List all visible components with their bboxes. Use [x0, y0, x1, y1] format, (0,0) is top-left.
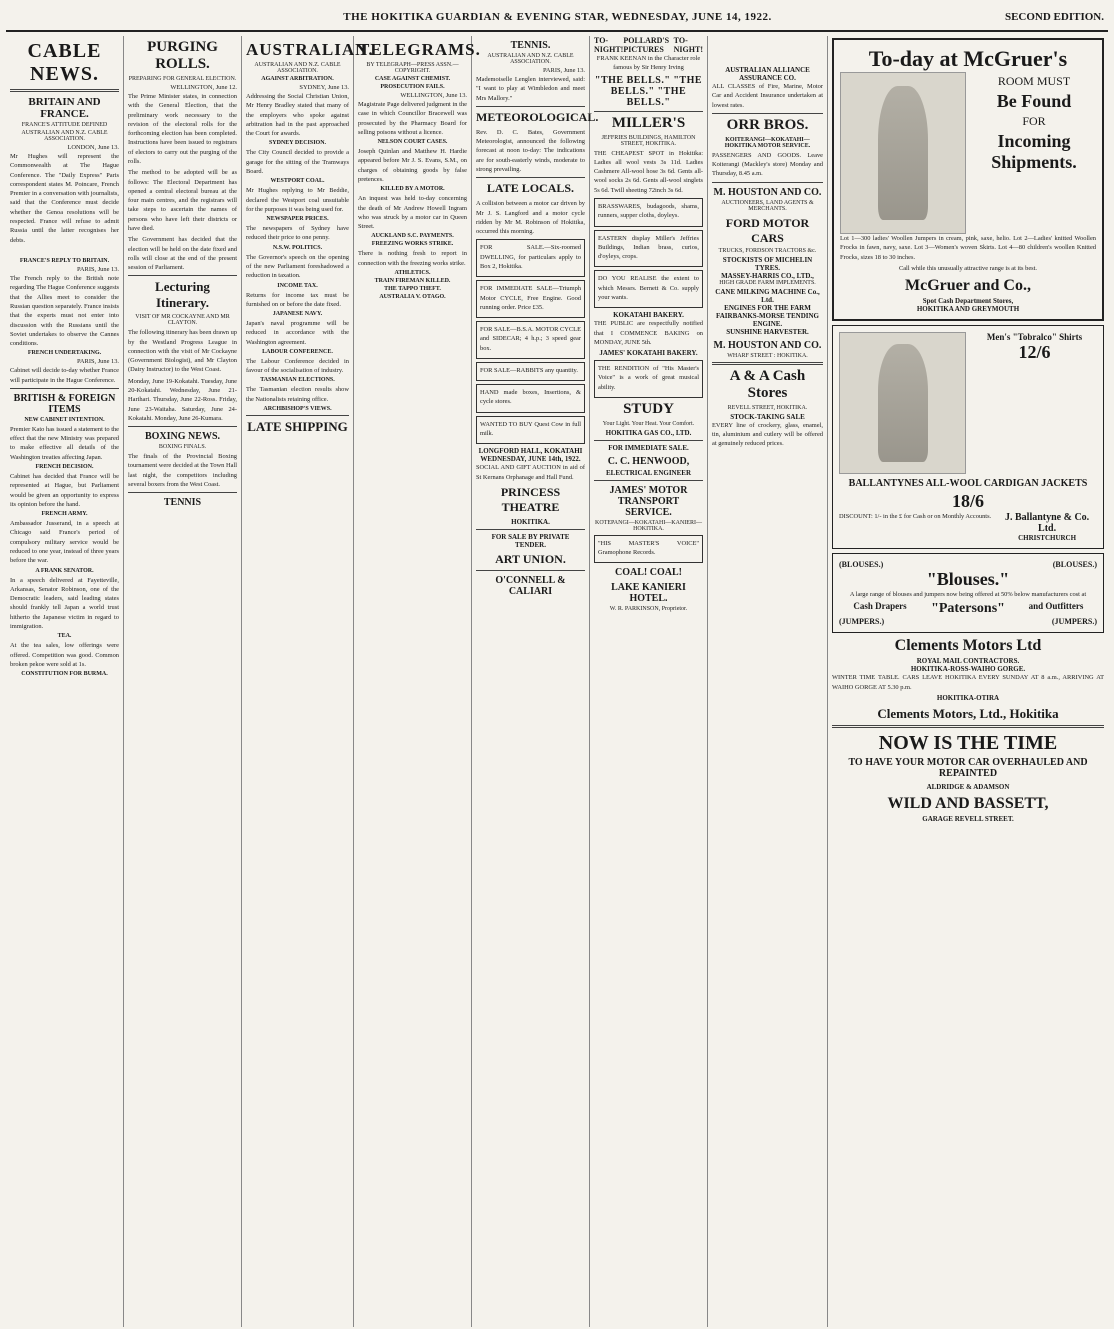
outfitters: and Outfitters	[1028, 601, 1084, 612]
subheadline: WESTPORT COAL.	[270, 178, 325, 185]
subheadline: ARCHBISHOP'S VIEWS.	[263, 406, 332, 413]
hotel-owner: W. R. PARKINSON, Proprietor.	[609, 606, 688, 613]
tobralco-box	[972, 332, 1097, 474]
subheadline: NEW CABINET INTENTION.	[24, 416, 105, 423]
orr-title: ORR BROS.	[726, 116, 809, 133]
ford-title: FORD MOTOR CARS	[725, 215, 810, 245]
houston-sub: AUCTIONEERS, LAND AGENTS & MERCHANTS.	[721, 199, 814, 212]
sunshine: SUNSHINE HARVESTER.	[726, 327, 809, 336]
classified-ad	[476, 416, 585, 445]
engines: ENGINES FOR THE FARM	[724, 303, 811, 312]
subheadline: FRENCH ARMY.	[41, 511, 88, 518]
article-body: The Tasmanian election results show the Nationalists retaining office.	[246, 386, 349, 403]
clements-name: Clements Motors, Ltd., Hokitika	[877, 705, 1059, 721]
article-body: Japan's naval programme will be reduced in accordance with the Washington agreement.	[246, 320, 349, 346]
classified-ad	[476, 280, 585, 318]
masthead-title: THE HOKITIKA GUARDIAN & EVENING STAR, WEDNESDAY, JUNE 14, 1922.	[343, 11, 772, 23]
tender-notice: FOR SALE BY PRIVATE TENDER.	[491, 532, 570, 549]
article-body: An inquest was held to-day concerning the death of Mr Andrew Howell Ingram who was struck by a motor car in Queen Street.	[358, 195, 467, 231]
dateline: LONDON, June 13.	[67, 144, 119, 151]
clements-title: Clements Motors Ltd	[894, 637, 1042, 655]
article-body: Cabinet will decide to-day whether France will participate in the Hague Conference.	[10, 367, 119, 384]
now-title: NOW IS THE TIME	[878, 731, 1058, 754]
subheadline: JAPANESE NAVY.	[272, 311, 323, 318]
jumpers-tag-right: (JUMPERS.)	[1051, 617, 1097, 627]
section-header: TENNIS.	[510, 40, 551, 51]
section-title: TELEGRAMS.	[358, 40, 481, 59]
section-title: LATE SHIPPING	[247, 419, 348, 435]
column-purging-rolls	[124, 36, 242, 1327]
transport-title: JAMES' MOTOR TRANSPORT SERVICE.	[609, 484, 688, 518]
otira-route: HOKITIKA-OTIRA	[936, 693, 1000, 702]
subheadline: NEWSPAPER PRICES.	[266, 216, 329, 223]
columns	[6, 36, 1108, 1327]
film-star: FRANK KEENAN in the Character role famous by Sir Henry Irving	[596, 55, 701, 72]
subheadline: CONSTITUTION FOR BURMA.	[21, 671, 108, 678]
dateline: WELLINGTON, June 12.	[170, 84, 237, 91]
ad-text: DO YOU REALISE the extent to which Messrs. Bernett & Co. supply your wants.	[598, 275, 699, 301]
patersons-ad	[832, 553, 1104, 633]
mcgruers-ad	[832, 38, 1104, 321]
classified-text: HAND made boxes, Insertions, & cycle stores.	[480, 389, 581, 406]
article-body: Mr Hughes replying to Mr Beddie, declared the Westport coal unsuitable for the purposes it was being used for.	[246, 187, 349, 213]
tag2: Be Found	[996, 91, 1072, 111]
business-name: O'CONNELL & CALIARI	[495, 574, 566, 597]
credit: AUSTRALIAN AND N.Z. CABLE ASSOCIATION.	[487, 53, 574, 65]
article-body: At the tea sales, low offerings were offered. Competition was good. Common broken pekoe were sold at 1s.	[10, 642, 119, 668]
tonight-right: TO-NIGHT!	[673, 36, 703, 54]
wild-sub: GARAGE REVELL STREET.	[922, 814, 1014, 823]
article-body: Cabinet has decided that France will be represented at Hague, but Parliament would be given an opportunity to express its opinion before the hand.	[10, 473, 119, 508]
tag3: FOR	[1022, 114, 1046, 128]
cash-drapers: Cash Drapers	[853, 601, 907, 612]
ad	[594, 230, 703, 268]
study-sub: Your Light. Your Heat. Your Comfort.	[602, 420, 695, 427]
ad-text: ALL CLASSES of Fire, Marine, Motor Car and Accident Insurance undertaken at lowest rates.	[712, 83, 823, 109]
ballantyne-ad	[832, 325, 1104, 549]
subheadline: A FRANK SENATOR.	[35, 567, 94, 574]
ballantyne-footer	[839, 512, 1097, 542]
article-body: In a speech delivered at Fayetteville, Arkansas, Senator Robinson, one of the Democratic leaders, said leading states should frankly tell Japan a world trust hitherto the Japanese victim in regard to immigration.	[10, 576, 119, 630]
mcgruers-tags	[972, 72, 1096, 234]
hotel-name: LAKE KANIERI HOTEL.	[611, 582, 686, 605]
subheadline: AUCKLAND S.C. PAYMENTS.	[371, 233, 454, 240]
event-venue: LONGFORD HALL, KOKATAHI	[478, 447, 583, 456]
headline: BRITAIN AND FRANCE.	[28, 96, 101, 120]
blouses-title: "Blouses."	[926, 569, 1010, 590]
subheadline: SYDNEY DECISION.	[268, 140, 327, 147]
subheadline: NELSON COURT CASES.	[377, 139, 448, 146]
masthead	[6, 4, 1108, 32]
column-australian	[242, 36, 374, 1327]
jumpers-tags	[839, 617, 1097, 626]
dateline: PARIS, June 13.	[542, 67, 585, 74]
blouses-tags	[839, 560, 1097, 569]
now-sub: TO HAVE YOUR MOTOR CAR OVERHAULED AND REPAINTED	[848, 756, 1088, 779]
section-title: METEOROLOGICAL.	[476, 109, 599, 124]
ballantyne-row	[839, 332, 1097, 474]
store-address: JEFFRIES BUILDINGS, HAMILTON STREET, HOKITIKA.	[601, 134, 696, 147]
blouses-tag-left: (BLOUSES.)	[839, 560, 884, 570]
pollard-bar	[594, 36, 703, 54]
classified-ad	[476, 362, 585, 381]
ford-sub: TRUCKS, FORDSON TRACTORS &c.	[718, 247, 817, 254]
subheadline: CASE AGAINST CHEMIST.	[374, 76, 451, 82]
immediate-sale: FOR IMMEDIATE SALE.	[608, 443, 689, 452]
ad-text: THE RENDITION of "His Master's Voice" is a work of great musical ability.	[598, 365, 699, 391]
ad	[594, 535, 703, 564]
ad-text: EVERY line of crockery, glass, enamel, tin, aluminium and cutlery will be offered at genuinely reduced prices.	[712, 421, 823, 448]
article-body: The French reply to the British note regarding The Hague Conference suggests that the Allies meet to consider the Russian question separately. France insists that the experts must not enter into discussion with the Russians until the Soviet undertakes to observe the Cannes conditions.	[10, 275, 119, 348]
jb-loc: CHRISTCHURCH	[1018, 534, 1077, 543]
ad	[594, 270, 703, 308]
houston-title: M. HOUSTON AND CO.	[713, 186, 822, 198]
classified-text: FOR IMMEDIATE SALE—Triumph Motor CYCLE, Free Engine. Good running order. Price £35.	[480, 285, 581, 311]
ad-text: BRASSWARES, budagoods, shams, runners, supper cloths, doyleys.	[598, 202, 699, 220]
clements-route: HOKITIKA-ROSS-WAIHO GORGE.	[910, 665, 1026, 674]
subheadline: FREEZING WORKS STRIKE.	[371, 241, 454, 248]
patersons-row	[839, 601, 1097, 617]
edition-label: SECOND EDITION.	[1004, 11, 1104, 23]
mcgruers-row	[840, 72, 1096, 234]
houston2-title: M. HOUSTON AND CO.	[713, 339, 822, 351]
ad-text: PASSENGERS AND GOODS. Leave Koiterangi (Mackley's store) Monday and Thursday, 8.45 a.m.	[712, 151, 823, 178]
section-title: PURGING ROLLS.	[147, 39, 218, 72]
henwood-name: C. C. HENWOOD,	[607, 455, 690, 467]
subheadline: FRENCH UNDERTAKING.	[27, 350, 102, 357]
subheadline: KILLED BY A MOTOR.	[380, 186, 445, 193]
subheadline: AGAINST ARBITRATION.	[261, 76, 334, 82]
article-body: The finals of the Provincial Boxing tournament were decided at the Town Hall last night, the competitors including several boxers from the West Coast.	[128, 453, 237, 488]
bakery-name: KOKATAHI BAKERY.	[613, 311, 684, 320]
mcgruers-title: To-day at McGruer's	[868, 46, 1068, 71]
article-body: There is nothing fresh to report in connection with the freezing works strike.	[358, 250, 467, 267]
section-header: BRITISH & FOREIGN ITEMS	[13, 392, 116, 415]
orr-sub: KOITERANGI—KOKATAHI—HOKITIKA MOTOR SERVICE.	[724, 136, 811, 149]
article-body: Mr Hughes will represent the Commonwealth at The Hague Conference. The "Daily Express" Paris correspondent states M. Poincare, French Premier in a conversation with journalists, said that the Conference must decide whether the Genoa resolutions will be respected. France will refuse to admit Russia until the latter recognises her debts.	[10, 153, 119, 244]
article-body: A collision between a motor car driven by Mr J. S. Langford and a motor cycle ridden by Mr M. Robinson of Hokitika, occurred this morning.	[476, 200, 585, 236]
column-ads-mid	[708, 36, 828, 1327]
clements-body: WINTER TIME TABLE. CARS LEAVE HOKITIKA EVERY SUNDAY AT 8 a.m., ARRIVING AT WAIHO GORGE AT 5.30 p.m.	[832, 674, 1104, 691]
ad-text: "HIS MASTER'S VOICE" Gramophone Records.	[598, 539, 699, 557]
transport-route: KOTEPANGI—KOKATAHI—KANIERI—HOKITIKA.	[595, 519, 702, 532]
subheadline: BOXING FINALS.	[158, 444, 207, 451]
coal-ad: COAL! COAL!	[615, 567, 682, 579]
tobralco-price: 12/6	[1018, 342, 1051, 363]
subheadline: THE TAPPO THEFT.	[384, 285, 441, 292]
patersons-name: "Patersons"	[931, 601, 1005, 617]
cash-stores-sale: STOCK-TAKING SALE	[730, 412, 805, 421]
column-ads-right	[828, 36, 1108, 1327]
itinerary: Monday, June 19-Kokatahi. Tuesday, June 20-Kokatahi. Wednesday, June 21-Harihari. Thursday, June 22-Ross. Friday, June 23-Waitaha. Saturday, June 24-Kokatahi. Monday, June 26-Kumara.	[128, 377, 237, 422]
section-header: BOXING NEWS.	[144, 431, 220, 443]
section-title: CABLE NEWS.	[27, 40, 102, 85]
section-title: AUSTRALIAN.	[246, 40, 374, 59]
article-body: Mademoiselle Lenglen interviewed, said: "I want to play at Wimbledon and meet Mrs Mallory."	[476, 76, 585, 102]
film-title: "THE BELLS." "THE BELLS." "THE BELLS."	[594, 74, 703, 108]
column-ads-left	[590, 36, 708, 1327]
article-body: Returns for income tax must be furnished on or before the date fixed.	[246, 291, 349, 308]
classified-text: FOR SALE—RABBITS any quantity.	[480, 366, 578, 374]
subheadline: AUSTRALIA V. OTAGO.	[379, 293, 446, 300]
lots-list: Lot 1—300 ladies' Woollen Jumpers in cream, pink, saxe, helio. Lot 2—Ladies' knitted Woollen Frocks in fawn, navy, saxe. Lot 3—Women's woven Skirts. Lot 4—80 children's woollen Knitted Frocks, sizes 18 to 30 inches.	[840, 235, 1096, 261]
art-union: ART UNION.	[495, 551, 566, 566]
mcgruer-name: McGruer and Co.,	[905, 277, 1031, 295]
michelin: STOCKISTS OF MICHELIN TYRES.	[722, 255, 813, 272]
article-body: Ambassador Jusserand, in a speech at Chicago said France's period of compulsory military service would be reduced to one year, instead of three years before the war.	[10, 520, 119, 565]
tag4: Incoming	[997, 131, 1071, 151]
gas-company: HOKITIKA GAS CO., LTD.	[605, 428, 692, 437]
subheadline: TEA.	[57, 633, 72, 640]
cash-stores-address: REVELL STREET, HOKITIKA.	[727, 404, 808, 411]
article-body: Addressing the Social Christian Union, Mr Henry Bradley stated that many of the employers who spoke against arbitration had in the past approached the Court for awards.	[246, 93, 349, 138]
cardigan-price: 18/6	[951, 491, 984, 512]
article-body: The method to be adopted will be as follows: The Electoral Department has opened a central electoral bureau at the four main centres, and the registrars will take steps to ascertain the names of persons who have left their districts or have died.	[128, 169, 237, 232]
jumpers-tag-left: (JUMPERS.)	[839, 617, 885, 627]
henwood-role: ELECTRICAL ENGINEER	[606, 468, 691, 477]
article-body: The City Council decided to provide a garage for the sitting of the Tramways Board.	[246, 149, 349, 175]
dateline: PARIS, June 13.	[76, 358, 119, 366]
article-body: The newspapers of Sydney have reduced their price to one penny.	[246, 225, 349, 242]
classified-ad	[476, 384, 585, 413]
note: Call while this unusually attractive range is at its best.	[898, 264, 1038, 272]
ad	[594, 360, 703, 398]
classified-ad	[476, 239, 585, 277]
subheadline: FRANCE'S ATTITUDE DEFINED	[21, 122, 108, 128]
jb-block	[997, 512, 1097, 542]
column-telegrams	[354, 36, 481, 1327]
theatre-location: HOKITIKA.	[511, 517, 550, 526]
bakery-sign: JAMES' KOKATAHI BAKERY.	[599, 349, 698, 358]
ad	[594, 198, 703, 227]
article-body: SOCIAL AND GIFT AUCTION in aid of St Kernans Orphanage and Hall Fund.	[476, 464, 585, 481]
dateline: PARIS, June 13.	[76, 266, 119, 274]
tonight-left: TO-NIGHT!	[594, 36, 624, 54]
subheadline: TRAIN FIREMAN KILLED.	[374, 277, 451, 284]
milking: CANE MILKING MACHINE Co., Ltd.	[715, 287, 820, 304]
clements-sub: ROYAL MAIL CONTRACTORS.	[916, 657, 1020, 666]
article-body: Rev. D. C. Bates, Government Meteorologist, announced the following forecast at noon to-day: The indications are for south-easterly winds, moderate to strong prevailing.	[476, 128, 585, 173]
article-body: Magistrate Page delivered judgment in the case in which Councillor Bracewell was prosecuted by the Pharmacy Board for selling poisons without a licence.	[358, 101, 467, 136]
dateline: SYDNEY, June 13.	[299, 84, 349, 91]
subheadline: VISIT OF MR COCKAYNE AND MR CLAYTON.	[135, 314, 230, 327]
man-illustration	[839, 332, 966, 474]
article-body: The Prime Minister states, in connection with the General Election, that the preliminary work necessary to the revision of the electoral rolls for the forthcoming election has been completed. Instructions have been issued to registrars of electors to carry out the purging of the rolls.	[128, 93, 237, 165]
section-title: LATE LOCALS.	[486, 181, 575, 196]
cardigan-title: BALLANTYNES ALL-WOOL CARDIGAN JACKETS	[848, 478, 1088, 490]
tag5: Shipments.	[991, 152, 1077, 172]
blouses-tag-right: (BLOUSES.)	[1052, 560, 1097, 570]
credit: BY TELEGRAPH—PRESS ASSN.—COPYRIGHT.	[366, 62, 459, 74]
tag1: ROOM MUST	[997, 74, 1071, 88]
ad-text: THE PUBLIC are respectfully notified that I COMMENCE BAKING on MONDAY, JUNE 5th.	[594, 320, 703, 346]
subheadline: ATHLETICS.	[394, 269, 431, 276]
subheadline: FRANCE'S REPLY TO BRITAIN.	[19, 258, 110, 265]
subheadline: TASMANIAN ELECTIONS.	[260, 377, 335, 384]
pollards-pictures: POLLARD'S PICTURES	[623, 36, 670, 54]
aldridge: ALDRIDGE & ADAMSON	[926, 782, 1010, 791]
massey-sub: HIGH GRADE FARM IMPLEMENTS.	[719, 279, 816, 286]
fairbanks: FAIRBANKS-MORSE TENDING ENGINE.	[715, 311, 819, 328]
alliance-title: AUSTRALIAN ALLIANCE ASSURANCE CO.	[725, 66, 810, 82]
article-body: The Labour Conference decided in favour of the socialisation of industry.	[246, 357, 349, 375]
store-list: THE CHEAPEST SPOT in Hokitika: Ladies all wool vests 3s 11d. Ladies Cashmere All-wool hose 3s 6d. Gents all-wool socks 2s 6d. Gents all-wool singlets 5s 6d. Twill sheeting 72inch 3s 6d.	[594, 149, 703, 194]
mcgruer-sub: Spot Cash Department Stores,	[922, 297, 1014, 306]
cash-stores-title: A & A Cash Stores	[729, 367, 806, 401]
credit: AUSTRALIAN AND N.Z. CABLE ASSOCIATION.	[21, 130, 108, 142]
article-body: The Government has decided that the election will be held on the date fixed and rolls will close at the end of the present session of Parliament.	[128, 236, 237, 272]
classified-text: FOR SALE—B.S.A. MOTOR CYCLE and SIDECAR; 4 h.p.; 3 speed gear box.	[480, 326, 581, 352]
study-title: STUDY	[623, 400, 674, 417]
woman-illustration	[840, 72, 966, 234]
dateline: WELLINGTON, June 13.	[400, 92, 467, 99]
article-body	[10, 247, 119, 256]
credit: AUSTRALIAN AND N.Z. CABLE ASSOCIATION.	[254, 62, 341, 74]
subheadline: FRENCH DECISION.	[35, 464, 94, 471]
column-tennis-locals	[472, 36, 599, 1327]
article-body: Joseph Quinlan and Matthew H. Hardie appeared before Mr J. S. Evans, S.M., on charges of obtaining goods by false pretences.	[358, 148, 467, 183]
classified-text: WANTED TO BUY Quest Cow in full milk.	[480, 420, 581, 438]
section-title: Lecturing Itinerary.	[155, 279, 210, 311]
ad-text: EASTERN display Miller's Jeffries Buildings, Indian brass, curios, d'oyleys, crops.	[598, 234, 699, 261]
section-header: TENNIS	[163, 497, 202, 509]
theatre-name: PRINCESS THEATRE	[500, 484, 561, 514]
classified-ad	[476, 321, 585, 359]
article-body: Premier Kato has issued a statement to the effect that the new Ministry was prepared to make effective all details of the Washington treaties affecting Japan.	[10, 425, 119, 461]
article-body: The following itinerary has been drawn up by the Westland Progress League in connection with the visit of Mr Cockayne (Government Biologist), and Mr Clayton (Dairy Instructor) to the West Coast.	[128, 329, 237, 374]
event-date: WEDNESDAY, JUNE 14th, 1922.	[480, 455, 581, 464]
classified-text: FOR SALE.—Six-roomed DWELLING, for particulars apply to Box 2, Hokitika.	[480, 244, 581, 270]
mcgruer-loc: HOKITIKA AND GREYMOUTH	[916, 305, 1020, 314]
store-name: MILLER'S	[611, 114, 686, 131]
article-body: The Governor's speech on the opening of the new Parliament foreshadowed a reduction in taxation.	[246, 253, 349, 280]
subheadline: INCOME TAX.	[277, 282, 318, 289]
subheadline: N.S.W. POLITICS.	[272, 244, 323, 251]
tobralco-title: Men's "Tobralco" Shirts	[986, 332, 1083, 343]
subheadline: LABOUR CONFERENCE.	[262, 348, 333, 355]
blouses-body: A large range of blouses and jumpers now being offered at 50% below manufacturers cost at	[849, 591, 1087, 599]
subheadline: PREPARING FOR GENERAL ELECTION.	[128, 76, 237, 82]
massey: MASSEY-HARRIS CO., LTD.,	[721, 271, 814, 280]
subheadline: PROSECUTION FAILS.	[380, 84, 445, 90]
column-cable-news	[6, 36, 124, 1327]
discount: DISCOUNT: 1/- in the £ for Cash or on Monthly Accounts.	[839, 513, 992, 521]
jb-name: J. Ballantyne & Co. Ltd.	[1005, 512, 1090, 535]
wild-name: WILD AND BASSETT,	[887, 794, 1049, 812]
houston2-sub: WHARF STREET : HOKITIKA.	[727, 352, 808, 359]
